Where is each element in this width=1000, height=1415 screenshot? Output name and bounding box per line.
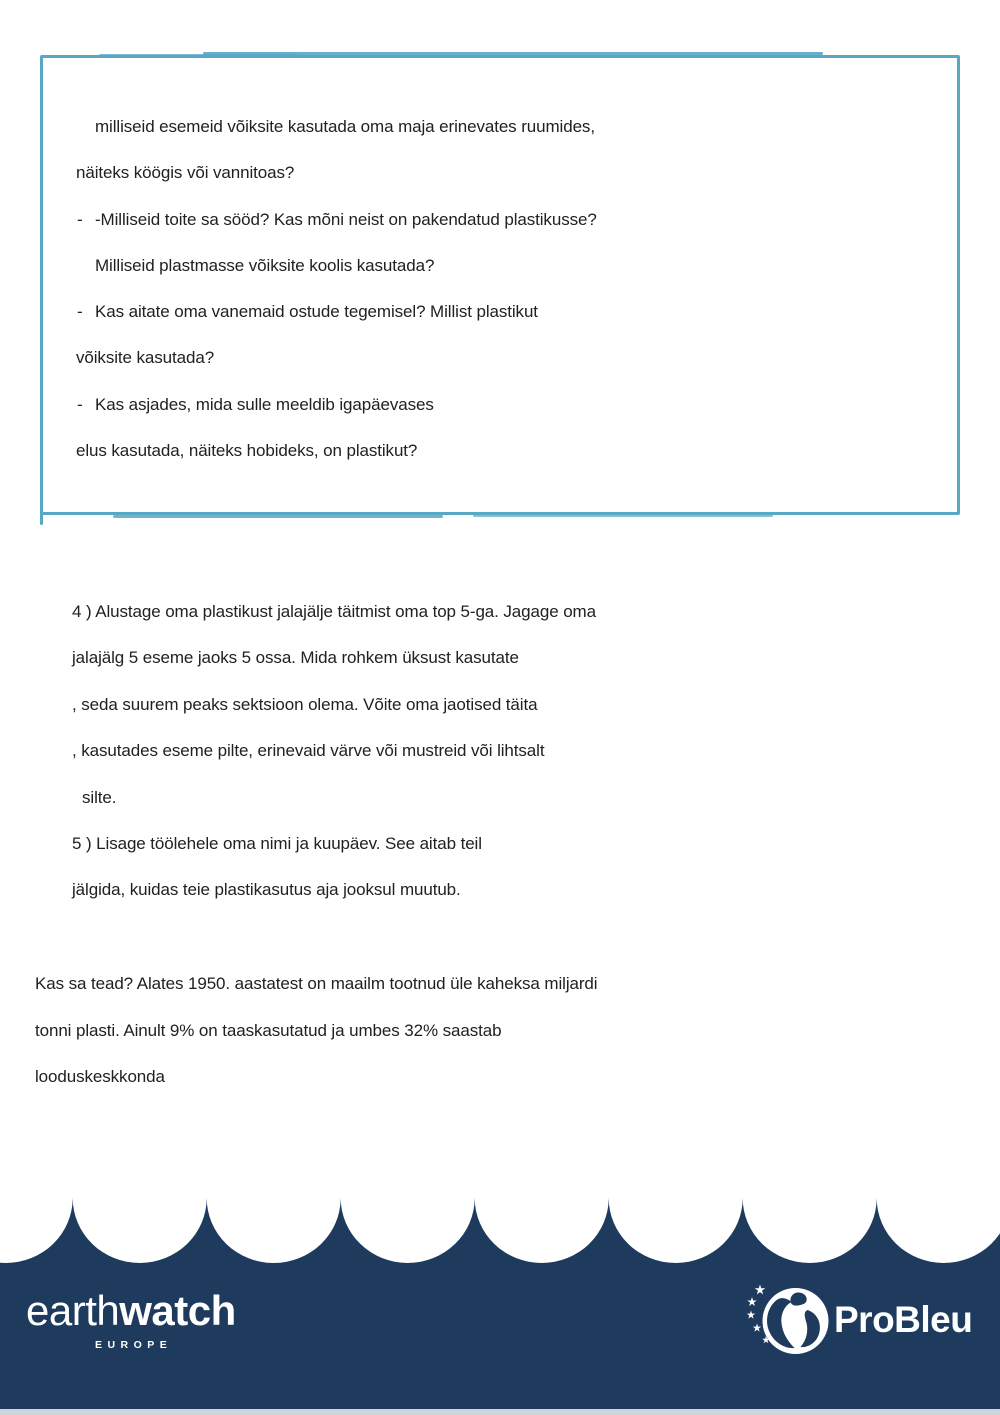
footer-bottom-strip	[0, 1409, 1000, 1415]
instruction-line: jalajälg 5 eseme jaoks 5 ossa. Mida rohkem üksust kasutate	[72, 648, 519, 668]
box-line-text: näiteks köögis või vannitoas?	[76, 163, 295, 183]
box-line-text: võiksite kasutada?	[76, 348, 215, 368]
instruction-line: , kasutades eseme pilte, erinevaid värve või mustreid või lihtsalt	[72, 741, 545, 761]
probleu-emblem-icon	[746, 1283, 830, 1358]
box-sketch-stroke	[99, 54, 299, 57]
bullet-dash: -	[77, 209, 83, 229]
discussion-question-box	[40, 55, 960, 515]
box-line	[43, 289, 957, 335]
earthwatch-logo	[26, 1287, 236, 1351]
box-line	[43, 382, 957, 428]
box-sketch-stroke	[113, 515, 443, 518]
footer-wave-banner	[0, 1195, 1000, 1415]
box-line-text: milliseid esemeid võiksite kasutada oma maja erinevates ruumides,	[95, 117, 595, 136]
instruction-line: jälgida, kuidas teie plastikasutus aja jooksul muutub.	[72, 880, 461, 900]
instructions-section	[0, 589, 1000, 914]
box-line	[43, 428, 957, 474]
probleu-wordmark: ProBleu	[834, 1299, 973, 1340]
box-line-text: Kas asjades, mida sulle meeldib igapäevases	[95, 394, 434, 414]
wave-circle-icon	[763, 1288, 829, 1354]
box-line-text: Kas aitate oma vanemaid ostude tegemisel? Millist plastikut	[95, 302, 538, 322]
earthwatch-word-bold: watch	[119, 1287, 236, 1334]
instruction-line: 4 ) Alustage oma plastikust jalajälje täitmist oma top 5-ga. Jagage oma	[72, 602, 596, 621]
box-line	[43, 104, 957, 150]
box-line	[43, 197, 957, 243]
earthwatch-wordmark	[26, 1287, 236, 1334]
fact-section	[0, 961, 1000, 1101]
box-line-text: elus kasutada, näiteks hobideks, on plastikut?	[76, 441, 418, 461]
box-line	[43, 335, 957, 381]
fact-line: tonni plasti. Ainult 9% on taaskasutatud ja umbes 32% saastab	[35, 1020, 502, 1040]
bullet-dash: -	[77, 394, 83, 414]
box-line	[43, 150, 957, 196]
box-line-text: -Milliseid toite sa sööd? Kas mõni neist on pakendatud plastikusse?	[95, 209, 597, 229]
earthwatch-subtitle: EUROPE	[94, 1339, 173, 1351]
instruction-line: , seda suurem peaks sektsioon olema. Võite oma jaotised täita	[72, 694, 538, 714]
earthwatch-word-light: earth	[26, 1287, 120, 1334]
discussion-question-text	[43, 104, 957, 474]
box-sketch-stroke	[40, 512, 43, 525]
box-line-text: Milliseid plastmasse võiksite koolis kasutada?	[95, 255, 435, 275]
box-sketch-stroke	[473, 514, 773, 517]
fact-line: Kas sa tead? Alates 1950. aastatest on maailm tootnud üle kaheksa miljardi	[35, 974, 598, 993]
box-line	[43, 243, 957, 289]
instruction-line: 5 ) Lisage töölehele oma nimi ja kuupäev. See aitab teil	[72, 833, 482, 853]
fact-line: looduskeskkonda	[35, 1067, 165, 1086]
bullet-dash: -	[77, 302, 83, 322]
instruction-line: silte.	[82, 787, 117, 807]
